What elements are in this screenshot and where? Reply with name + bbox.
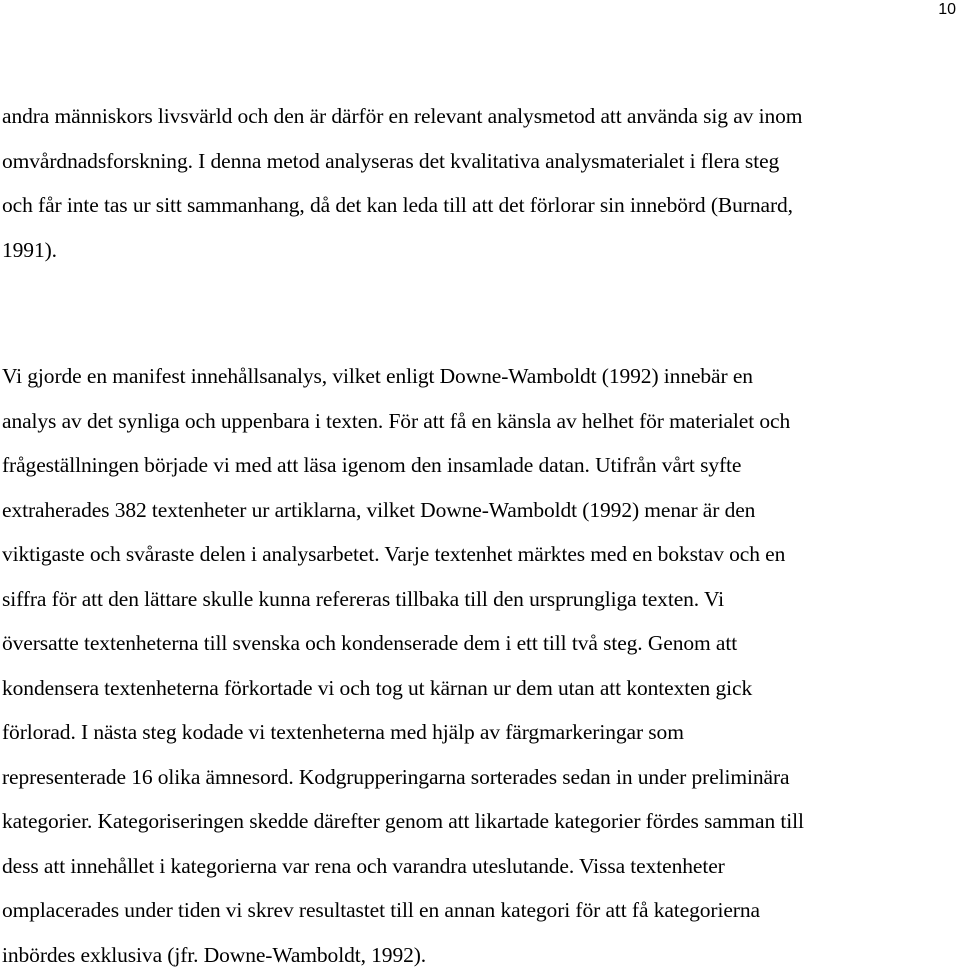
paragraph-method-context (2, 94, 950, 272)
text-line: analys av det synliga och uppenbara i texten. För att få en känsla av helhet för materialet och (2, 399, 950, 444)
text-line: Vi gjorde en manifest innehållsanalys, vilket enligt Downe-Wamboldt (1992) innebär en (2, 354, 950, 399)
text-line: frågeställningen började vi med att läsa igenom den insamlade datan. Utifrån vårt syfte (2, 443, 950, 488)
text-line: och får inte tas ur sitt sammanhang, då det kan leda till att det förlorar sin innebörd (Burnard, (2, 183, 950, 228)
text-line: kategorier. Kategoriseringen skedde därefter genom att likartade kategorier fördes samman till (2, 799, 950, 844)
text-line: viktigaste och svåraste delen i analysarbetet. Varje textenhet märktes med en bokstav och en (2, 532, 950, 577)
text-line: siffra för att den lättare skulle kunna refereras tillbaka till den ursprungliga texten. Vi (2, 577, 950, 622)
text-line: översatte textenheterna till svenska och kondenserade dem i ett till två steg. Genom att (2, 621, 950, 666)
text-line: omvårdnadsforskning. I denna metod analyseras det kvalitativa analysmaterialet i flera steg (2, 139, 950, 184)
text-line: andra människors livsvärld och den är därför en relevant analysmetod att använda sig av inom (2, 94, 950, 139)
text-line: inbördes exklusiva (jfr. Downe-Wamboldt, 1992). (2, 933, 950, 977)
paragraph-content-analysis (2, 354, 950, 977)
text-line: representerade 16 olika ämnesord. Kodgrupperingarna sorterades sedan in under preliminära (2, 755, 950, 800)
text-line: omplacerades under tiden vi skrev resultastet till en annan kategori för att få kategorierna (2, 888, 950, 933)
text-line: extraherades 382 textenheter ur artiklarna, vilket Downe-Wamboldt (1992) menar är den (2, 488, 950, 533)
text-line: förlorad. I nästa steg kodade vi textenheterna med hjälp av färgmarkeringar som (2, 710, 950, 755)
text-line: kondensera textenheterna förkortade vi och tog ut kärnan ur dem utan att kontexten gick (2, 666, 950, 711)
text-line: dess att innehållet i kategorierna var rena och varandra uteslutande. Vissa textenheter (2, 844, 950, 889)
text-line: 1991). (2, 228, 950, 273)
page-number: 10 (938, 0, 956, 20)
